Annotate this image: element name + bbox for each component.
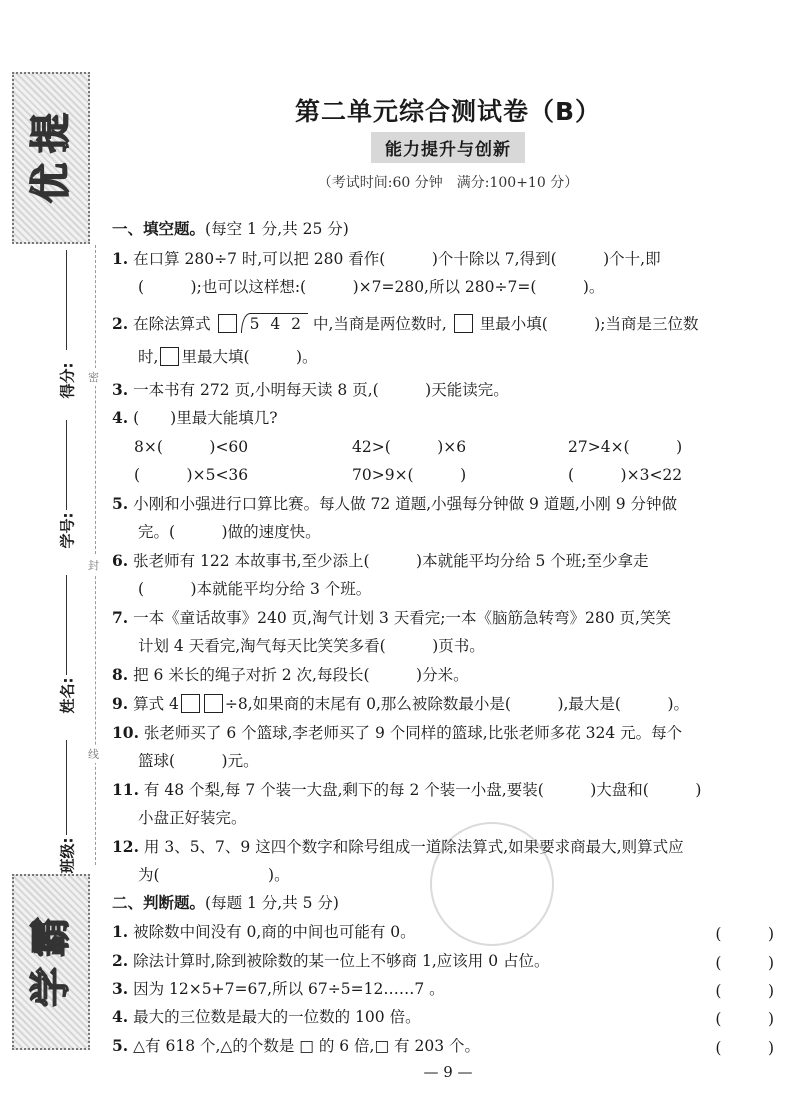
score-label: 得分: (58, 362, 77, 399)
subtitle-wrap (112, 132, 784, 163)
section-1-heading-row (112, 219, 349, 239)
question-1-line-2: ( );也可以这样想:( )×7=280,所以 280÷7=( )。 (138, 278, 605, 296)
section-2-note: (每题 1 分,共 5 分) (205, 894, 339, 912)
blank-box (181, 694, 200, 713)
q4-item: 42>( )×6 (352, 438, 467, 456)
question-6-line-2: ( )本就能平均分给 3 个班。 (138, 580, 372, 598)
judge-item-2 (112, 951, 550, 971)
score-line (66, 250, 67, 350)
question-12-line-2: 为( )。 (138, 866, 290, 884)
tile-tiyou (12, 72, 90, 244)
q4-item: 27>4×( ) (568, 438, 683, 456)
question-text: 里最小填( );当商是三位数 (479, 315, 699, 333)
question-6-line-1 (112, 551, 649, 571)
judge-item-1 (112, 922, 416, 942)
question-11-line-2: 小盘正好装完。 (138, 809, 247, 827)
cut-char-xian: 线 (88, 745, 99, 763)
question-number: 1. (112, 922, 129, 941)
page-title: 第二单元综合测试卷（B） (294, 97, 602, 126)
blank-box (204, 694, 223, 713)
question-1-line-1 (112, 249, 661, 269)
question-number: 8. (112, 665, 129, 684)
student-id-label: 学号: (58, 512, 77, 549)
question-number: 7. (112, 608, 129, 627)
answer-paren: ( ) (715, 982, 774, 1000)
question-number: 2. (112, 951, 129, 970)
binding-sidebar (0, 0, 100, 1098)
question-text: 最大的三位数是最大的一位数的 100 倍。 (133, 1008, 421, 1026)
question-5-line-2: 完。( )做的速度快。 (138, 523, 321, 541)
question-text: 用 3、5、7、9 这四个数字和除号组成一道除法算式,如果要求商最大,则算式应 (143, 838, 684, 856)
question-text: 在除法算式 (133, 315, 211, 333)
tile-char: 提 (28, 113, 74, 153)
question-text: 被除数中间没有 0,商的中间也可能有 0。 (133, 923, 416, 941)
section-1-note: (每空 1 分,共 25 分) (205, 220, 349, 238)
question-2-line-2 (138, 347, 318, 367)
blank-box-divisor (218, 314, 237, 333)
question-3 (112, 380, 509, 400)
question-2-line-1 (112, 313, 699, 334)
exam-meta: （考试时间:60 分钟 满分:100+10 分） (317, 175, 579, 191)
blank-box (160, 347, 179, 366)
question-number: 9. (112, 694, 129, 713)
question-text: 张老师买了 6 个篮球,李老师买了 9 个同样的篮球,比张老师多花 324 元。每个 (143, 724, 683, 742)
question-7-line-2: 计划 4 天看完,淘气每天比笑笑多看( )页书。 (138, 637, 485, 655)
answer-paren: ( ) (715, 925, 774, 943)
question-4 (112, 408, 278, 428)
question-number: 4. (112, 1007, 129, 1026)
question-8 (112, 665, 469, 685)
question-text: 小刚和小强进行口算比赛。每人做 72 道题,小强每分钟做 9 道题,小刚 9 分钟做 (133, 495, 677, 513)
question-text: ( )里最大能填几? (133, 409, 278, 427)
question-text: 有 48 个梨,每 7 个装一大盘,剩下的每 2 个装一小盘,要装( )大盘和( ) (143, 781, 702, 799)
question-text: 在口算 280÷7 时,可以把 280 看作( )个十除以 7,得到( )个十,即 (133, 250, 661, 268)
q4-item: ( )×3<22 (568, 466, 683, 484)
question-number: 6. (112, 551, 129, 570)
question-text: 时, (138, 348, 159, 366)
cut-line (95, 245, 96, 865)
question-number: 1. (112, 249, 129, 268)
class-line (66, 740, 67, 835)
section-2-heading: 二、判断题。 (112, 894, 206, 912)
watermark-seal (430, 822, 554, 946)
tile-char: 霸 (28, 917, 74, 957)
question-text: 把 6 米长的绳子对折 2 次,每段长( )分米。 (133, 666, 469, 684)
question-text: △有 618 个,△的个数是 □ 的 6 倍,□ 有 203 个。 (133, 1037, 480, 1055)
answer-paren: ( ) (715, 954, 774, 972)
question-text: 除法计算时,除到被除数的某一位上不够商 1,应该用 0 占位。 (133, 952, 550, 970)
class-label: 班级: (58, 837, 77, 874)
question-text: 因为 12×5+7=67,所以 67÷5=12……7 。 (133, 980, 445, 998)
question-number: 5. (112, 1036, 129, 1055)
question-12-line-1 (112, 837, 684, 857)
tile-xueba (12, 874, 90, 1050)
question-text: 中,当商是两位数时, (312, 315, 447, 333)
question-10-line-1 (112, 723, 682, 743)
question-text: 一本《童话故事》240 页,淘气计划 3 天看完;一本《脑筋急转弯》280 页,笑笑 (133, 609, 671, 627)
q4-item: 8×( )<60 (134, 438, 249, 456)
question-text: 一本书有 272 页,小明每天读 8 页,( )天能读完。 (133, 381, 509, 399)
page-number: — 9 — (423, 1063, 473, 1081)
cut-char-mi: 密 (88, 368, 99, 386)
tile-char: 学 (28, 967, 74, 1007)
question-text: 里最大填( )。 (181, 348, 318, 366)
question-number: 4. (112, 408, 129, 427)
section-1-heading: 一、填空题。 (112, 220, 206, 238)
question-number: 3. (112, 979, 129, 998)
question-text: 张老师有 122 本故事书,至少添上( )本就能平均分给 5 个班;至少拿走 (133, 552, 649, 570)
question-number: 11. (112, 780, 139, 799)
question-5-line-1 (112, 494, 677, 514)
blank-box (454, 314, 473, 333)
cut-char-feng: 封 (88, 556, 99, 574)
tile-char: 优 (28, 163, 74, 203)
question-7-line-1 (112, 608, 671, 628)
question-number: 2. (112, 314, 129, 333)
question-11-line-1 (112, 780, 701, 800)
q4-item: 70>9×( ) (352, 466, 467, 484)
section-2-heading-row (112, 893, 339, 913)
question-10-line-2: 篮球( )元。 (138, 752, 259, 770)
question-number: 12. (112, 837, 139, 856)
question-9 (112, 694, 689, 714)
judge-item-4 (112, 1007, 421, 1027)
q4-item: ( )×5<36 (134, 466, 249, 484)
answer-paren: ( ) (715, 1010, 774, 1028)
name-label: 姓名: (58, 677, 77, 714)
question-number: 5. (112, 494, 129, 513)
judge-item-3 (112, 979, 445, 999)
question-text: ÷8,如果商的末尾有 0,那么被除数最小是( ),最大是( )。 (224, 695, 690, 713)
page-subtitle: 能力提升与创新 (371, 132, 525, 163)
answer-paren: ( ) (715, 1039, 774, 1057)
question-number: 3. (112, 380, 129, 399)
student-id-line (66, 420, 67, 510)
question-text: 算式 4 (133, 695, 179, 713)
name-line (66, 575, 67, 675)
judge-item-5 (112, 1036, 480, 1056)
question-number: 10. (112, 723, 139, 742)
long-division-dividend: 5 4 2 (241, 313, 308, 333)
